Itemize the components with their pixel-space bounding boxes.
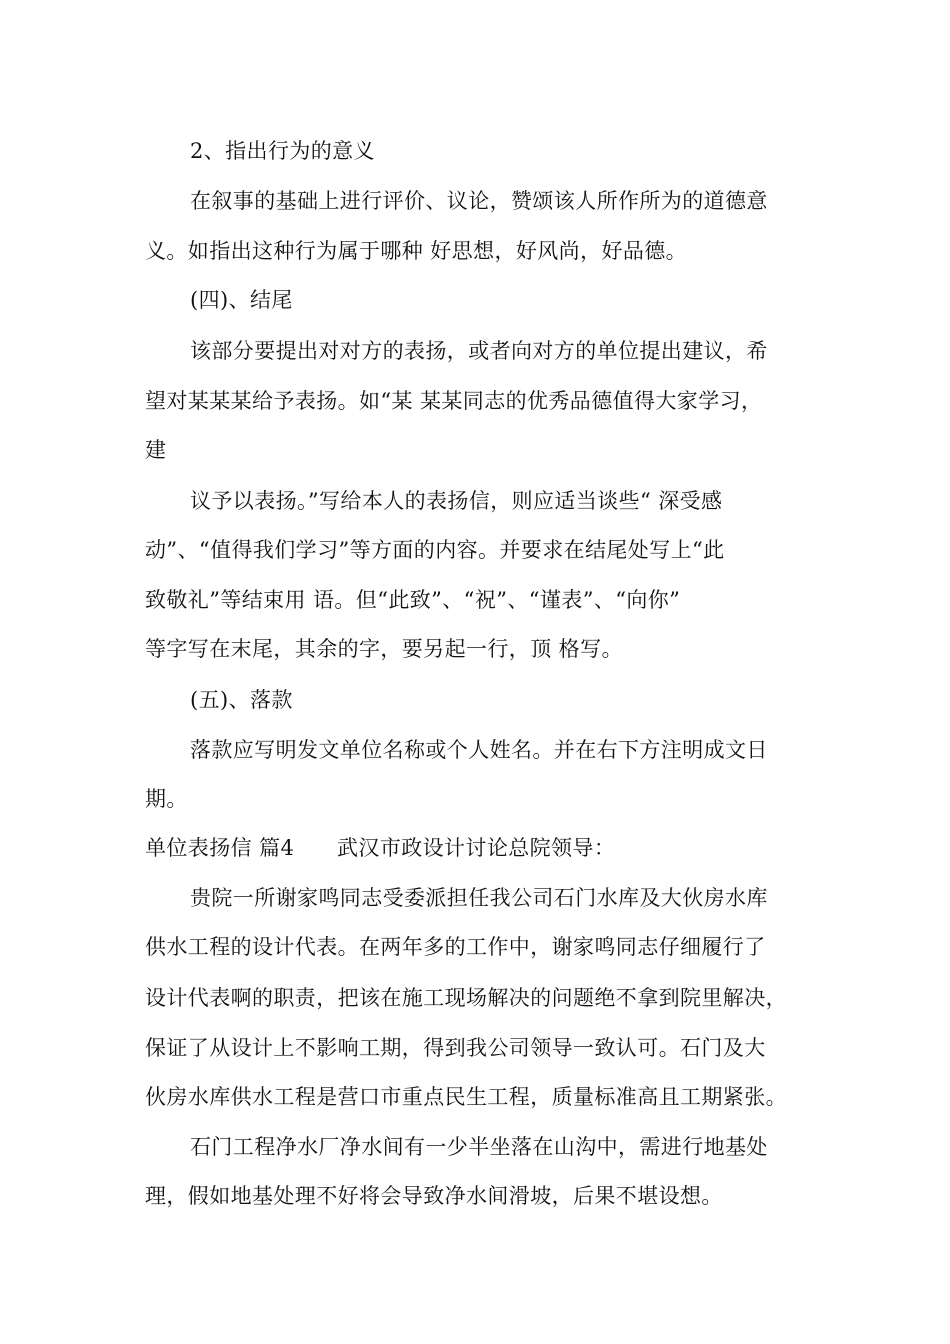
paragraph-line: 设计代表啊的职责，把该在施工现场解决的问题绝不拿到院里解决， xyxy=(145,986,787,1010)
paragraph-line: 建 xyxy=(145,438,167,462)
paragraph-line: 供水工程的设计代表。在两年多的工作中，谢家鸣同志仔细履行了 xyxy=(145,935,766,959)
paragraph-line: 石门工程净水厂净水间有一少半坐落在山沟中，需进行地基处 xyxy=(190,1135,768,1159)
paragraph-line: 望对某某某给予表扬。如“某 某某同志的优秀品德值得大家学习， xyxy=(145,389,763,413)
paragraph-line: 致敬礼”等结束用 语。但“此致”、“祝”、“谨表”、“向你” xyxy=(145,588,681,612)
letter-title-line: 单位表扬信 篇4 武汉市政设计讨论总院领导： xyxy=(145,836,616,860)
section-heading-meaning: 2、指出行为的意义 xyxy=(190,139,375,163)
paragraph-line: 理，假如地基处理不好将会导致净水间滑坡，后果不堪设想。 xyxy=(145,1184,723,1208)
paragraph-line: 落款应写明发文单位名称或个人姓名。并在右下方注明成文日 xyxy=(190,738,768,762)
paragraph-line: 期。 xyxy=(145,787,188,811)
paragraph-line: 义。如指出这种行为属于哪种 好思想，好风尚，好品德。 xyxy=(145,239,688,263)
section-heading-signature: (五)、落款 xyxy=(190,688,293,712)
section-heading-ending: (四)、结尾 xyxy=(190,288,293,312)
paragraph-line: 在叙事的基础上进行评价、议论，赞颂该人所作所为的道德意 xyxy=(190,189,768,213)
paragraph-line: 该部分要提出对对方的表扬，或者向对方的单位提出建议，希 xyxy=(190,339,768,363)
paragraph-line: 议予以表扬。”写给本人的表扬信，则应适当谈些“ 深受感 xyxy=(190,489,723,513)
paragraph-line: 伙房水库供水工程是营口市重点民生工程，质量标准高且工期紧张。 xyxy=(145,1085,787,1109)
paragraph-line: 保证了从设计上不影响工期，得到我公司领导一致认可。石门及大 xyxy=(145,1036,766,1060)
paragraph-line: 等字写在末尾，其余的字，要另起一行，顶 格写。 xyxy=(145,637,623,661)
paragraph-line: 动”、“值得我们学习”等方面的内容。并要求在结尾处写上“此 xyxy=(145,538,725,562)
paragraph-line: 贵院一所谢家鸣同志受委派担任我公司石门水库及大伙房水库 xyxy=(190,886,768,910)
